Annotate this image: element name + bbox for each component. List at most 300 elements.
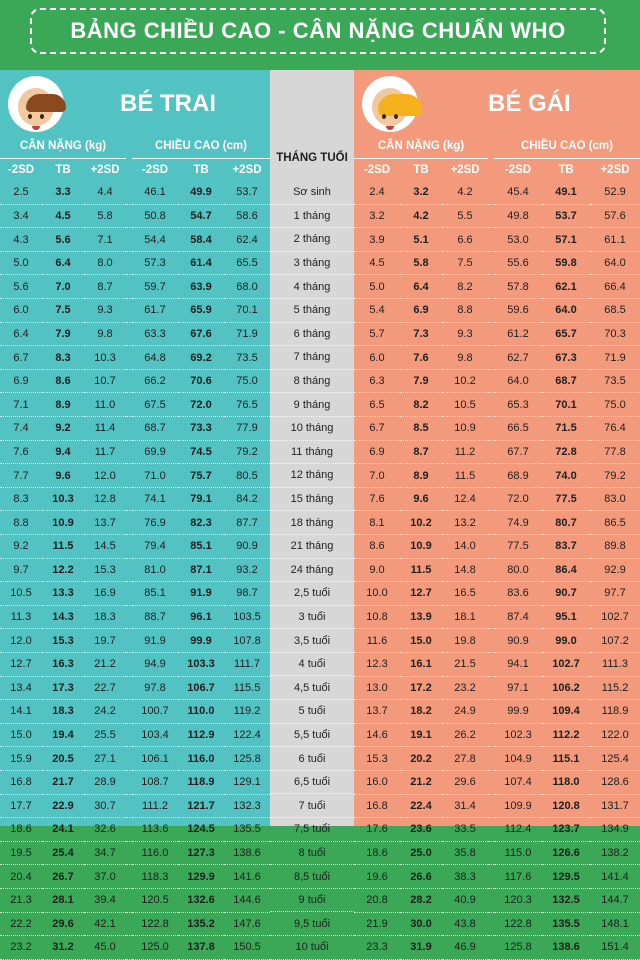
table-cell: 110.0: [178, 700, 224, 724]
column-header: TB: [413, 164, 429, 177]
age-cell: 10 tháng: [270, 416, 354, 440]
table-cell: 11.3: [0, 605, 42, 629]
table-cell: 103.3: [178, 652, 224, 676]
table-cell: 9.6: [400, 487, 442, 511]
table-cell: 6.9: [0, 369, 42, 393]
table-cell: 13.3: [42, 582, 84, 606]
age-cell: 8,5 tuổi: [270, 865, 354, 889]
table-cell: 6.6: [442, 228, 488, 252]
table-cell: 38.3: [442, 865, 488, 889]
table-cell: 104.9: [494, 747, 542, 771]
table-cell: 6.4: [0, 322, 42, 346]
table-cell: 113.6: [132, 818, 178, 842]
table-cell: 112.4: [494, 818, 542, 842]
table-cell: 77.5: [494, 535, 542, 559]
table-cell: 49.1: [542, 181, 590, 204]
table-cell: 20.5: [42, 747, 84, 771]
table-cell: 49.8: [494, 204, 542, 228]
table-cell: 9.6: [42, 464, 84, 488]
table-cell: 95.1: [542, 605, 590, 629]
table-cell: 13.7: [354, 700, 400, 724]
table-cell: 5.6: [0, 275, 42, 299]
table-cell: 19.8: [442, 629, 488, 653]
table-cell: 13.4: [0, 676, 42, 700]
table-cell: 116.0: [178, 747, 224, 771]
table-row: [0, 794, 270, 818]
table-cell: 71.5: [542, 417, 590, 441]
table-cell: 58.6: [224, 204, 270, 228]
girl-table: [354, 134, 640, 960]
table-row: [270, 369, 354, 393]
table-cell: 118.0: [542, 770, 590, 794]
girl-weight-header: CÂN NẶNG (kg): [354, 134, 488, 159]
table-row: [354, 251, 640, 275]
table-row: [270, 204, 354, 228]
table-row: [354, 535, 640, 559]
table-cell: 26.2: [442, 723, 488, 747]
table-cell: 8.2: [400, 393, 442, 417]
age-cell: 3,5 tuổi: [270, 629, 354, 653]
table-cell: 7.6: [0, 440, 42, 464]
table-cell: 86.4: [542, 558, 590, 582]
table-cell: 28.2: [400, 888, 442, 912]
table-row: [354, 511, 640, 535]
table-cell: 72.0: [494, 487, 542, 511]
table-cell: 31.2: [42, 936, 84, 960]
table-cell: 67.7: [494, 440, 542, 464]
table-cell: 45.0: [84, 936, 126, 960]
table-row: [0, 936, 270, 960]
table-cell: 64.0: [494, 369, 542, 393]
table-cell: 4.2: [442, 181, 488, 204]
table-cell: 23.6: [400, 818, 442, 842]
table-row: [354, 818, 640, 842]
table-cell: 57.3: [132, 251, 178, 275]
table-cell: 46.9: [442, 936, 488, 960]
table-cell: 73.3: [178, 417, 224, 441]
table-cell: 129.1: [224, 770, 270, 794]
table-row: [270, 440, 354, 464]
table-cell: 135.5: [224, 818, 270, 842]
table-cell: 7.6: [354, 487, 400, 511]
table-cell: 8.2: [442, 275, 488, 299]
table-row: [354, 582, 640, 606]
table-cell: 77.5: [542, 487, 590, 511]
boy-avatar-icon: [8, 76, 64, 132]
table-row: [354, 723, 640, 747]
table-cell: 87.4: [494, 605, 542, 629]
table-cell: 59.8: [542, 251, 590, 275]
table-row: [270, 605, 354, 629]
table-cell: 10.3: [84, 346, 126, 370]
table-cell: 102.3: [494, 723, 542, 747]
table-cell: 4.5: [42, 204, 84, 228]
age-cell: 2,5 tuổi: [270, 582, 354, 606]
table-cell: 79.2: [224, 440, 270, 464]
table-cell: 28.1: [42, 888, 84, 912]
age-cell: 9 tháng: [270, 393, 354, 417]
age-cell: 18 tháng: [270, 511, 354, 535]
table-cell: 10.3: [42, 487, 84, 511]
table-cell: 25.0: [400, 841, 442, 865]
table-cell: 109.4: [542, 700, 590, 724]
table-row: [354, 228, 640, 252]
table-row: [270, 747, 354, 771]
age-cell: 4 tháng: [270, 275, 354, 299]
table-cell: 11.6: [354, 629, 400, 653]
table-cell: 111.3: [590, 652, 640, 676]
boy-header: [0, 70, 270, 134]
table-cell: 50.8: [132, 204, 178, 228]
table-cell: 61.2: [494, 322, 542, 346]
table-cell: 16.1: [400, 652, 442, 676]
table-cell: 12.0: [0, 629, 42, 653]
table-cell: 83.7: [542, 535, 590, 559]
table-cell: 17.7: [0, 794, 42, 818]
table-cell: 7.0: [42, 275, 84, 299]
table-cell: 7.1: [0, 393, 42, 417]
table-cell: 103.5: [224, 605, 270, 629]
table-cell: 10.9: [400, 535, 442, 559]
table-cell: 16.0: [354, 770, 400, 794]
table-row: [270, 629, 354, 653]
table-cell: 8.6: [42, 369, 84, 393]
table-cell: 127.3: [178, 841, 224, 865]
table-cell: 8.8: [442, 299, 488, 323]
table-cell: 67.6: [178, 322, 224, 346]
table-cell: 6.7: [354, 417, 400, 441]
table-cell: 75.0: [224, 369, 270, 393]
table-row: [0, 369, 270, 393]
table-row: [0, 770, 270, 794]
table-cell: 25.4: [42, 841, 84, 865]
table-cell: 20.2: [400, 747, 442, 771]
table-row: [270, 464, 354, 488]
table-cell: 14.8: [442, 558, 488, 582]
table-row: [354, 393, 640, 417]
table-cell: 9.8: [84, 322, 126, 346]
table-cell: 9.0: [354, 558, 400, 582]
table-cell: 8.9: [42, 393, 84, 417]
table-cell: 88.7: [132, 605, 178, 629]
age-cell: 7 tuổi: [270, 794, 354, 818]
age-cell: 10 tuổi: [270, 936, 354, 960]
table-cell: 129.5: [542, 865, 590, 889]
table-row: [354, 747, 640, 771]
table-cell: 11.5: [400, 558, 442, 582]
table-cell: 5.8: [84, 204, 126, 228]
table-cell: 89.8: [590, 535, 640, 559]
table-cell: 26.6: [400, 865, 442, 889]
table-cell: 116.0: [132, 841, 178, 865]
table-cell: 118.3: [132, 865, 178, 889]
column-header: +2SD: [90, 164, 120, 177]
age-cell: 5 tháng: [270, 298, 354, 322]
table-cell: 8.3: [0, 487, 42, 511]
table-row: [0, 181, 270, 204]
table-cell: 83.0: [590, 487, 640, 511]
table-row: [270, 298, 354, 322]
table-cell: 18.3: [42, 700, 84, 724]
table-cell: 90.9: [224, 535, 270, 559]
table-cell: 11.7: [84, 440, 126, 464]
table-row: [0, 487, 270, 511]
table-row: [354, 888, 640, 912]
table-cell: 53.7: [542, 204, 590, 228]
table-cell: 10.2: [400, 511, 442, 535]
table-cell: 132.5: [542, 888, 590, 912]
table-cell: 150.5: [224, 936, 270, 960]
table-cell: 90.7: [542, 582, 590, 606]
table-cell: 74.5: [178, 440, 224, 464]
table-cell: 11.5: [42, 535, 84, 559]
table-cell: 16.9: [84, 582, 126, 606]
table-cell: 8.1: [354, 511, 400, 535]
table-row: [354, 558, 640, 582]
table-cell: 74.1: [132, 487, 178, 511]
table-cell: 122.8: [494, 912, 542, 936]
table-cell: 6.5: [354, 393, 400, 417]
table-cell: 16.8: [354, 794, 400, 818]
table-cell: 71.9: [224, 322, 270, 346]
table-cell: 83.6: [494, 582, 542, 606]
table-cell: 61.4: [178, 251, 224, 275]
table-cell: 122.8: [132, 912, 178, 936]
table-cell: 115.5: [224, 676, 270, 700]
table-cell: 11.4: [84, 417, 126, 441]
table-cell: 99.0: [542, 629, 590, 653]
table-cell: 19.1: [400, 723, 442, 747]
table-cell: 5.4: [354, 299, 400, 323]
age-cell: 9,5 tuổi: [270, 912, 354, 936]
table-cell: 120.8: [542, 794, 590, 818]
table-cell: 12.0: [84, 464, 126, 488]
table-cell: 62.4: [224, 228, 270, 252]
table-cell: 82.3: [178, 511, 224, 535]
table-cell: 151.4: [590, 936, 640, 960]
table-cell: 68.7: [132, 417, 178, 441]
table-cell: 72.8: [542, 440, 590, 464]
table-cell: 54.4: [132, 228, 178, 252]
table-row: [0, 251, 270, 275]
age-cell: Sơ sinh: [270, 181, 354, 204]
table-cell: 118.9: [590, 700, 640, 724]
table-cell: 80.7: [542, 511, 590, 535]
age-cell: 6,5 tuổi: [270, 770, 354, 794]
column-header: +2SD: [232, 164, 262, 177]
table-row: [354, 936, 640, 960]
table-cell: 84.2: [224, 487, 270, 511]
table-cell: 22.7: [84, 676, 126, 700]
table-cell: 5.7: [354, 322, 400, 346]
age-cell: 9 tuổi: [270, 888, 354, 912]
table-row: [270, 346, 354, 370]
table-row: [0, 605, 270, 629]
table-cell: 135.2: [178, 912, 224, 936]
table-cell: 37.0: [84, 865, 126, 889]
table-cell: 57.6: [590, 204, 640, 228]
table-cell: 122.0: [590, 723, 640, 747]
table-cell: 94.9: [132, 652, 178, 676]
table-row: [0, 723, 270, 747]
table-cell: 9.8: [442, 346, 488, 370]
table-cell: 12.8: [84, 487, 126, 511]
table-cell: 12.7: [0, 652, 42, 676]
table-cell: 12.3: [354, 652, 400, 676]
table-cell: 91.9: [178, 582, 224, 606]
table-row: [354, 204, 640, 228]
table-cell: 124.5: [178, 818, 224, 842]
age-cell: 1 tháng: [270, 204, 354, 228]
table-row: [0, 865, 270, 889]
table-cell: 87.1: [178, 558, 224, 582]
table-cell: 7.9: [42, 322, 84, 346]
age-cell: 7 tháng: [270, 346, 354, 370]
table-cell: 49.9: [178, 181, 224, 204]
table-cell: 8.0: [84, 251, 126, 275]
table-cell: 90.9: [494, 629, 542, 653]
girl-header: [354, 70, 640, 134]
title-banner: [30, 8, 606, 54]
table-cell: 14.6: [354, 723, 400, 747]
table-cell: 68.7: [542, 369, 590, 393]
page-title: BẢNG CHIỀU CAO - CÂN NẶNG CHUẨN WHO: [70, 18, 566, 43]
table-cell: 13.2: [442, 511, 488, 535]
table-cell: 19.6: [354, 865, 400, 889]
table-cell: 8.7: [84, 275, 126, 299]
table-row: [0, 346, 270, 370]
table-cell: 80.5: [224, 464, 270, 488]
age-cell: 21 tháng: [270, 534, 354, 558]
table-row: [270, 582, 354, 606]
table-cell: 6.7: [0, 346, 42, 370]
table-cell: 53.0: [494, 228, 542, 252]
table-cell: 16.8: [0, 770, 42, 794]
table-cell: 15.3: [84, 558, 126, 582]
table-cell: 9.3: [442, 322, 488, 346]
table-cell: 132.6: [178, 888, 224, 912]
table-cell: 9.2: [0, 535, 42, 559]
table-cell: 23.2: [442, 676, 488, 700]
column-header: +2SD: [600, 164, 630, 177]
table-cell: 7.7: [0, 464, 42, 488]
table-cell: 18.6: [0, 818, 42, 842]
column-header: +2SD: [450, 164, 480, 177]
table-row: [0, 888, 270, 912]
table-cell: 8.9: [400, 464, 442, 488]
column-header: TB: [193, 164, 209, 177]
table-cell: 119.2: [224, 700, 270, 724]
age-table: [270, 181, 354, 960]
table-cell: 10.0: [354, 582, 400, 606]
table-row: [270, 936, 354, 960]
table-cell: 3.3: [42, 181, 84, 204]
table-cell: 72.0: [178, 393, 224, 417]
girl-panel: [354, 70, 640, 954]
table-cell: 138.6: [542, 936, 590, 960]
age-header-label: THÁNG TUỔI: [276, 151, 348, 164]
table-cell: 3.2: [400, 181, 442, 204]
table-cell: 21.2: [400, 770, 442, 794]
table-cell: 138.6: [224, 841, 270, 865]
table-cell: 92.9: [590, 558, 640, 582]
table-cell: 100.7: [132, 700, 178, 724]
table-cell: 63.3: [132, 322, 178, 346]
table-cell: 55.6: [494, 251, 542, 275]
table-cell: 121.7: [178, 794, 224, 818]
table-cell: 9.7: [0, 558, 42, 582]
table-cell: 7.0: [354, 464, 400, 488]
table-cell: 117.6: [494, 865, 542, 889]
table-cell: 137.8: [178, 936, 224, 960]
table-cell: 7.1: [84, 228, 126, 252]
table-cell: 15.0: [400, 629, 442, 653]
table-cell: 75.7: [178, 464, 224, 488]
table-cell: 2.5: [0, 181, 42, 204]
table-cell: 106.7: [178, 676, 224, 700]
table-cell: 85.1: [132, 582, 178, 606]
table-row: [270, 275, 354, 299]
table-cell: 126.6: [542, 841, 590, 865]
table-cell: 11.0: [84, 393, 126, 417]
table-cell: 4.3: [0, 228, 42, 252]
table-cell: 4.4: [84, 181, 126, 204]
table-cell: 21.9: [354, 912, 400, 936]
table-row: [0, 440, 270, 464]
table-cell: 76.9: [132, 511, 178, 535]
column-header: -2SD: [504, 164, 532, 177]
table-row: [354, 794, 640, 818]
table-row: [354, 440, 640, 464]
table-row: [354, 912, 640, 936]
table-row: [0, 275, 270, 299]
table-cell: 107.8: [224, 629, 270, 653]
table-row: [0, 700, 270, 724]
table-row: [354, 700, 640, 724]
table-cell: 99.9: [178, 629, 224, 653]
table-cell: 9.3: [84, 299, 126, 323]
table-cell: 2.4: [354, 181, 400, 204]
girl-avatar-icon: [362, 76, 418, 132]
table-row: [354, 275, 640, 299]
table-row: [0, 841, 270, 865]
table-cell: 10.7: [84, 369, 126, 393]
table-cell: 106.2: [542, 676, 590, 700]
table-cell: 8.5: [400, 417, 442, 441]
table-row: [0, 818, 270, 842]
table-cell: 10.5: [0, 582, 42, 606]
table-cell: 24.2: [84, 700, 126, 724]
table-cell: 18.6: [354, 841, 400, 865]
table-cell: 31.9: [400, 936, 442, 960]
table-cell: 3.2: [354, 204, 400, 228]
table-cell: 15.3: [42, 629, 84, 653]
table-cell: 67.3: [542, 346, 590, 370]
table-row: [354, 369, 640, 393]
girl-label: BÉ GÁI: [488, 90, 571, 117]
table-cell: 141.6: [224, 865, 270, 889]
age-cell: 11 tháng: [270, 440, 354, 464]
table-cell: 73.5: [590, 369, 640, 393]
age-cell: 15 tháng: [270, 487, 354, 511]
age-header: [270, 134, 354, 181]
table-cell: 17.6: [354, 818, 400, 842]
table-row: [270, 487, 354, 511]
table-cell: 13.9: [400, 605, 442, 629]
table-cell: 3.4: [0, 204, 42, 228]
table-cell: 108.7: [132, 770, 178, 794]
table-cell: 43.8: [442, 912, 488, 936]
